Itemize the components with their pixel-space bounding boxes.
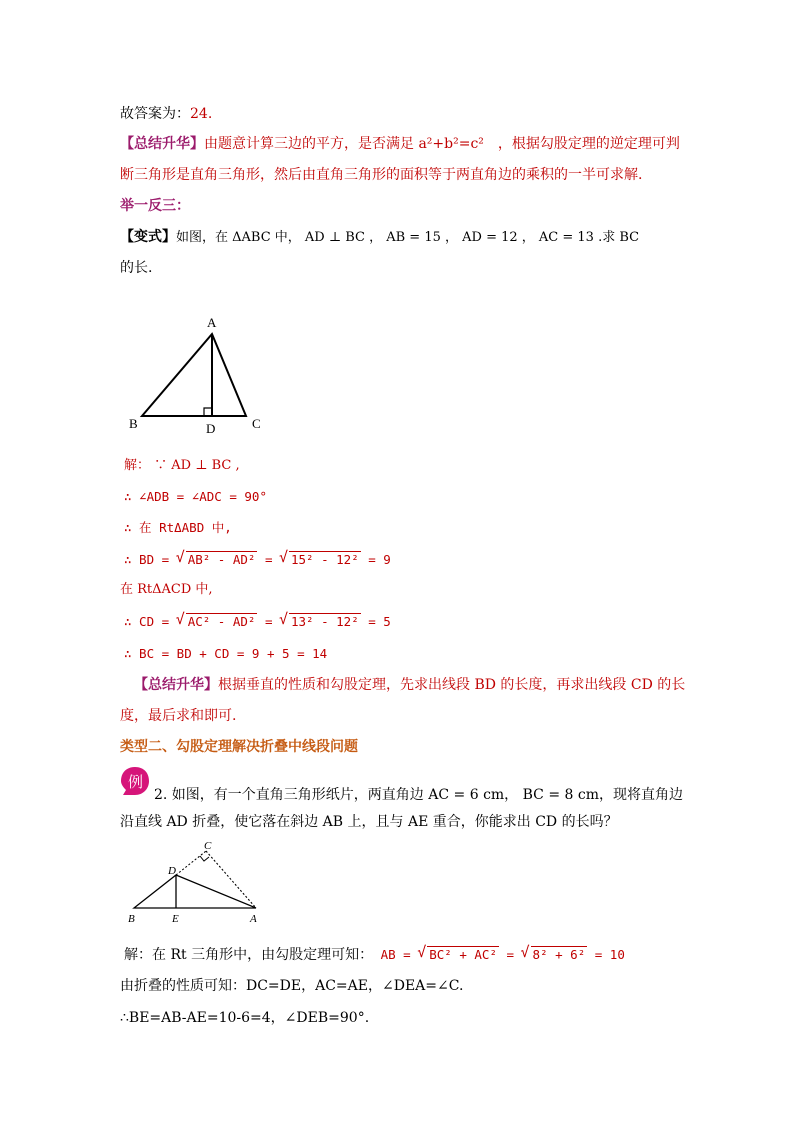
ab-prefix: AB =	[373, 947, 419, 962]
sqrt-8-6-radicand: 8² + 6²	[532, 947, 586, 962]
fig2-label-e: E	[172, 913, 179, 925]
cd-eq: =	[257, 614, 280, 629]
triangle-abc-figure	[120, 310, 280, 440]
label-b: B	[129, 416, 138, 431]
bd-result: = 9	[360, 552, 391, 567]
sqrt-bc-ac	[418, 945, 499, 965]
solution2-line3: ∴BE=AB-AE=10-6=4，∠DEB=90°.	[120, 1010, 370, 1026]
bd-prefix: ∴ BD =	[124, 552, 177, 567]
summary2-text-a: 根据垂直的性质和勾股定理，先求出线段 BD 的长度，再求出线段 CD 的长	[218, 677, 686, 693]
example2-line1: 2. 如图，有一个直角三角形纸片，两直角边 AC = 6 cm， BC = 8 cm，现将直角边	[154, 787, 683, 803]
label-a: A	[207, 315, 217, 330]
sqrt-ac-ad	[177, 612, 258, 632]
solution2-intro: 解：在 Rt 三角形中，由勾股定理可知：	[124, 947, 374, 963]
summary1-text-a: 由题意计算三边的平方，是否满足 a²+b²=c² ，根据勾股定理的逆定理可判	[204, 136, 680, 152]
type2-title: 类型二、勾股定理解决折叠中线段问题	[120, 739, 358, 755]
triangle-abd	[134, 875, 256, 908]
summary2-line2: 度，最后求和即可.	[120, 708, 237, 724]
sqrt-ac-ad-radicand: AC² - AD²	[187, 614, 256, 629]
fig2-label-d: D	[168, 865, 176, 877]
example-badge-label: 例	[128, 773, 144, 791]
fig2-label-b: B	[128, 913, 135, 925]
variant-tag: 【变式】	[120, 229, 176, 245]
solution1-line6	[124, 612, 391, 632]
fig2-label-c: C	[204, 840, 212, 852]
right-angle-mark	[204, 408, 212, 416]
summary1-line2: 断三角形是直角三角形，然后由直角三角形的面积等于两直角边的乘积的一半可求解.	[120, 167, 643, 183]
section-title: 举一反三：	[120, 198, 190, 214]
ab-eq: =	[498, 947, 522, 962]
example2-line2: 沿直线 AD 折叠，使它落在斜边 AB 上，且与 AE 重合，你能求出 CD 的长吗？	[120, 814, 618, 830]
segment-dc	[176, 851, 206, 875]
solution2-line2: 由折叠的性质可知：DC=DE，AC=AE，∠DEA=∠C.	[120, 978, 464, 994]
right-angle-mark-c	[200, 856, 209, 861]
label-d: D	[206, 421, 216, 436]
sqrt-ab-ad-radicand: AB² - AD²	[187, 552, 256, 567]
answer-value: 24.	[190, 106, 213, 122]
fold-triangle-figure	[120, 838, 270, 930]
summary1-tag: 【总结升华】	[120, 136, 204, 152]
solution1-line5: 在 RtΔACD 中,	[120, 582, 213, 597]
sqrt-bc-ac-radicand: BC² + AC²	[429, 947, 497, 962]
sqrt-15-12	[280, 550, 361, 570]
segment-ca	[206, 851, 256, 908]
solution1-line4	[124, 550, 391, 570]
solution1-line1: 解： ∵ AD ⊥ BC ,	[124, 458, 240, 473]
answer-line	[120, 104, 212, 124]
summary1-line1	[120, 134, 680, 154]
sqrt-8-6	[522, 945, 588, 965]
triangle-abc	[142, 334, 246, 416]
ab-result: = 10	[587, 947, 625, 962]
bd-eq: =	[257, 552, 280, 567]
example-badge-icon	[120, 766, 150, 796]
summary2-line1	[134, 675, 685, 695]
sqrt-15-12-radicand: 15² - 12²	[291, 552, 359, 567]
solution1-line7: ∴ BC = BD + CD = 9 + 5 = 14	[124, 646, 328, 661]
solution2-line1	[124, 945, 625, 965]
sqrt-13-12	[280, 612, 361, 632]
cd-result: = 5	[360, 614, 391, 629]
cd-prefix: ∴ CD =	[124, 614, 177, 629]
fig2-label-a: A	[250, 913, 257, 925]
solution1-line2: ∴ ∠ADB = ∠ADC = 90°	[124, 489, 267, 504]
variant-line2: 的长.	[120, 260, 153, 276]
sqrt-ab-ad	[177, 550, 258, 570]
solution1-line3: ∴ 在 RtΔABD 中,	[124, 520, 232, 535]
sqrt-13-12-radicand: 13² - 12²	[291, 614, 359, 629]
label-c: C	[252, 416, 261, 431]
variant-text-a: 如图，在 ΔABC 中， AD ⊥ BC ， AB = 15 ， AD = 12 ， AC = 13 .求 BC	[176, 230, 640, 245]
summary2-tag: 【总结升华】	[134, 677, 218, 693]
variant-line1	[120, 227, 639, 248]
answer-label: 故答案为：	[120, 106, 190, 122]
